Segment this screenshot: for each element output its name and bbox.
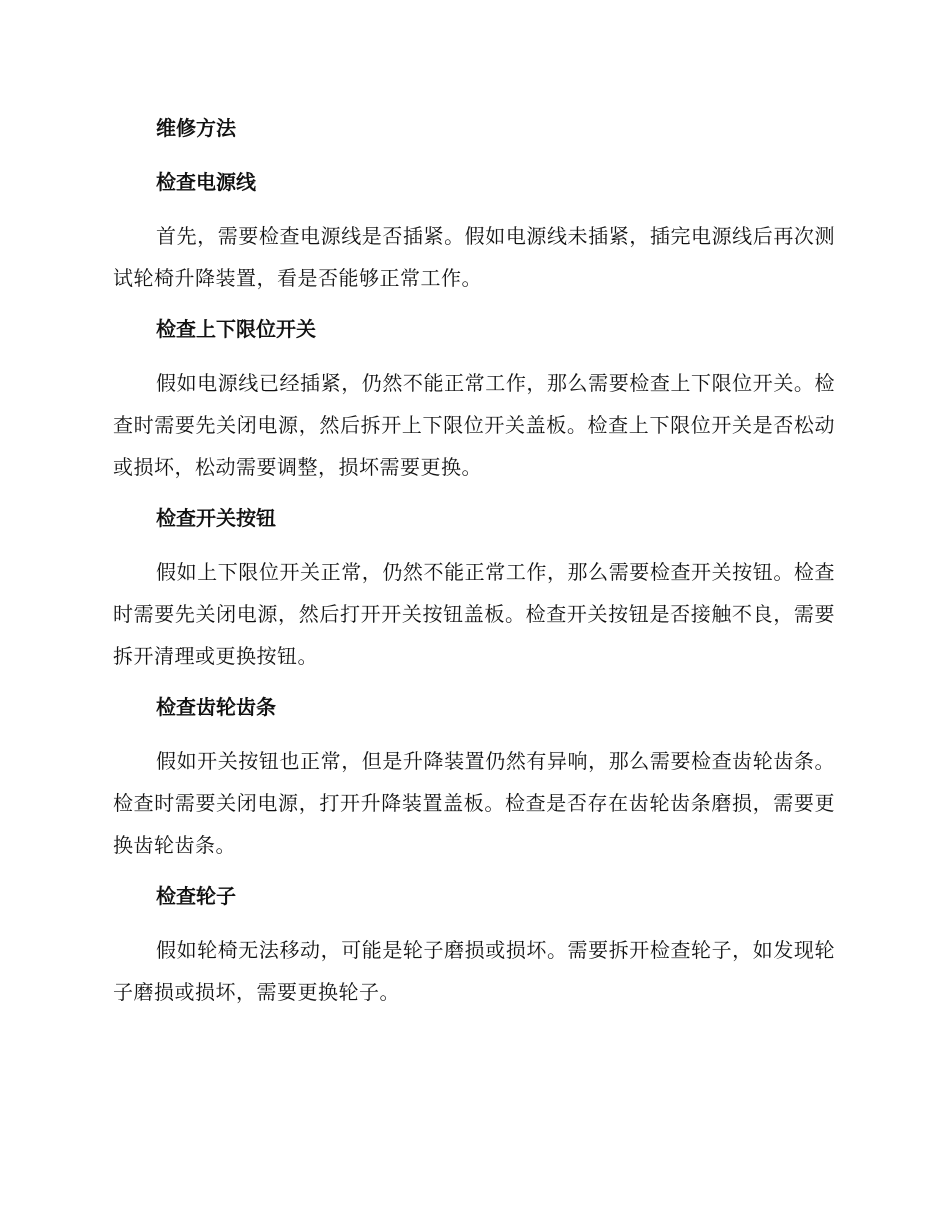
section-heading-limit-switch: 检查上下限位开关: [156, 317, 316, 341]
section-body-power-cord: 首先，需要检查电源线是否插紧。假如电源线未插紧，插完电源线后再次测试轮椅升降装置，看是否能够正常工作。: [113, 224, 835, 290]
section-body-switch-button: 假如上下限位开关正常，仍然不能正常工作，那么需要检查开关按钮。检查时需要先关闭电源，然后打开开关按钮盖板。检查开关按钮是否接触不良，需要拆开清理或更换按钮。: [113, 560, 835, 668]
section-heading-switch-button: 检查开关按钮: [156, 506, 276, 530]
section-heading-rack-pinion: 检查齿轮齿条: [156, 695, 276, 719]
section-body-rack-pinion: 假如开关按钮也正常，但是升降装置仍然有异响，那么需要检查齿轮齿条。检查时需要关闭电源，打开升降装置盖板。检查是否存在齿轮齿条磨损，需要更换齿轮齿条。: [113, 749, 835, 857]
document-title: 维修方法: [156, 116, 236, 140]
section-heading-power-cord: 检查电源线: [156, 170, 256, 194]
section-body-wheels: 假如轮椅无法移动，可能是轮子磨损或损坏。需要拆开检查轮子，如发现轮子磨损或损坏，需要更换轮子。: [113, 938, 835, 1004]
section-heading-wheels: 检查轮子: [156, 884, 236, 908]
document-page: [113, 107, 835, 1013]
section-body-limit-switch: 假如电源线已经插紧，仍然不能正常工作，那么需要检查上下限位开关。检查时需要先关闭电源，然后拆开上下限位开关盖板。检查上下限位开关是否松动或损坏，松动需要调整，损坏需要更换。: [113, 371, 835, 479]
